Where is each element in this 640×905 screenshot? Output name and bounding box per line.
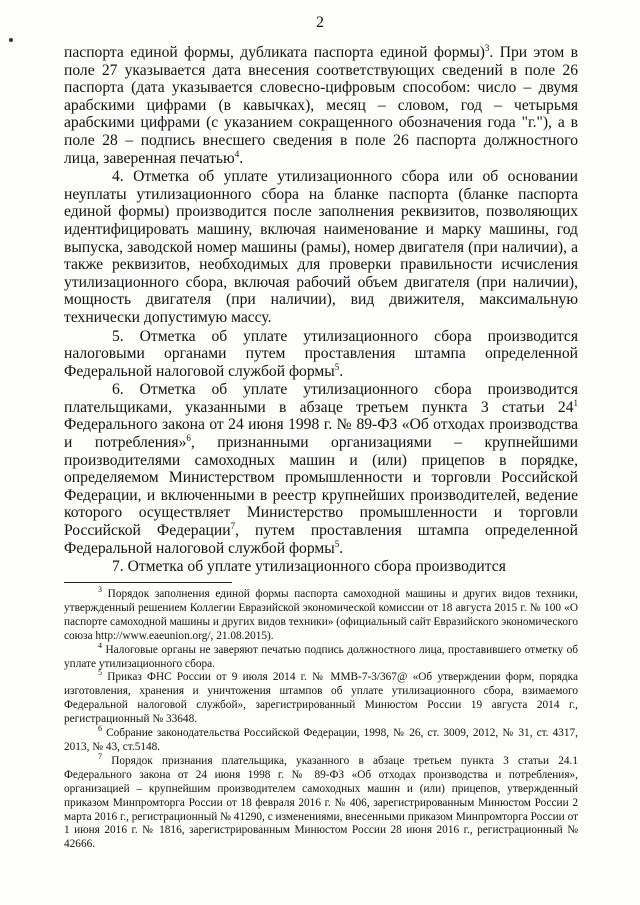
scan-mark xyxy=(9,38,13,42)
page-number: 2 xyxy=(316,14,324,31)
paragraph-7: 7. Отметка об уплате утилизационного сбора производится xyxy=(112,558,506,576)
paragraph-intro: паспорта единой формы, дубликата паспорта единой формы)$^3$. При этом в поле 27 указывается дата внесения соответствующих сведений в поле 26 паспорта (дата указывается словесно-цифровым способом: число – двумя арабскими цифрами (в кавычках), месяц – словом, год – четырьмя арабскими цифрами (с указанием сокращенного обозначения года "г."), а в поле 28 – подпись внесшего сведения в поле 26 паспорта должностного лица, заверенная печатью$^4$. xyxy=(64,42,578,167)
footnote-divider xyxy=(64,582,232,583)
paragraph-6: 6. Отметка об уплате утилизационного сбора производится плательщиками, указанными в абзаце третьем пункта 3 статьи $24^1$ Федерального закона от 24 июня 1998 г. № 89-ФЗ «Об отходах производства и потребления»$^6$, признанными организациями – крупнейшими производителями самоходных машин и (или) прицепов в порядке, определяемом Министерством промышленности и торговли Российской Федерации, и включенными в реестр крупнейших производителей, ведение которого осуществляет Министерство промышленности и торговли Российской Федерации$^7$, путем проставления штампа определенной Федеральной налоговой службой формы$^5$. xyxy=(64,381,579,557)
footnote-ref: 1 xyxy=(573,397,578,408)
footnote-ref[interactable]: 7 xyxy=(230,520,236,531)
footnote-4: $^4$ Налоговые органы не заверяют печатью подпись должностного лица, проставившего отметку об уплате утилизационного сбора. xyxy=(64,640,578,670)
footnote-5: $^5$ Приказ ФНС России от 9 июля 2014 г. № ММВ-7-3/367@ «Об утверждении форм, порядка изготовления, хранения и уничтожения штампов об уплате утилизационного сбора, взимаемого Федеральной налоговой службой», зарегистрированный Минюстом России 19 августа 2014 г., регистрационный № 33648. xyxy=(64,668,578,726)
footnote-6: $^6$ Собрание законодательства Российской Федерации, 1998, № 26, ст. 3009, 2012, № 31, ст. 4317, 2013, № 43, ст.5148. xyxy=(64,724,578,753)
paragraph-4: 4. Отметка об уплате утилизационного сбора или об основании неуплаты утилизационного сбора на бланке паспорта (бланке паспорта единой формы) производится после заполнения реквизитов, позволяющих идентифицировать машину, включая наименование и марку машины, год выпуска, заводской номер машины (рамы), номер двигателя (при наличии), а также реквизитов, необходимых для проверки правильности исчисления утилизационного сбора, включая рабочий объем двигателя (при наличии), мощность двигателя (при наличии), вид движителя, максимальную технически допустимую массу. xyxy=(64,168,578,326)
footnote-ref[interactable]: 6 xyxy=(186,432,191,443)
footnotes xyxy=(64,585,579,852)
footnote-7: $^7$ Порядок признания плательщика, указанного в абзаце третьем пункта 3 статьи 24.1 Федерального закона от 24 июня 1998 г. № 89-ФЗ «Об отходах производства и потребления», организацией – крупнейшим производителем самоходных машин и (или) прицепов, утвержденный приказом Минпромторга России от 18 февраля 2016 г. № 406, зарегистрированным Минюстом России 2 марта 2016 г., регистрационный № 41290, с изменениями, внесенными приказом Минпромторга России от 1 июня 2016 г. № 1816, зарегистрированным Минюстом России 28 июня 2016 г., регистрационный № 42666. xyxy=(64,752,578,851)
paragraph-5: 5. Отметка об уплате утилизационного сбора производится налоговыми органами путем проставления штампа определенной Федеральной налоговой службой формы$^5$. xyxy=(64,327,578,380)
main-text xyxy=(64,44,578,576)
footnote-ref[interactable]: 5 xyxy=(334,361,340,372)
footnote-ref[interactable]: 3 xyxy=(484,42,490,53)
footnote-ref[interactable]: 5 xyxy=(334,538,340,549)
footnote-ref[interactable]: 4 xyxy=(234,148,240,159)
footnote-3: $^3$ Порядок заполнения единой формы паспорта самоходной машины и других видов техники, утвержденный решением Коллегии Евразийской экономической комиссии от 18 августа 2015 г. № 100 «О паспорте самоходной машины и других видов техники» (официальный сайт Евразийского экономического союза http://www.eaeunion.org/, 21.08.2015). xyxy=(64,585,579,642)
